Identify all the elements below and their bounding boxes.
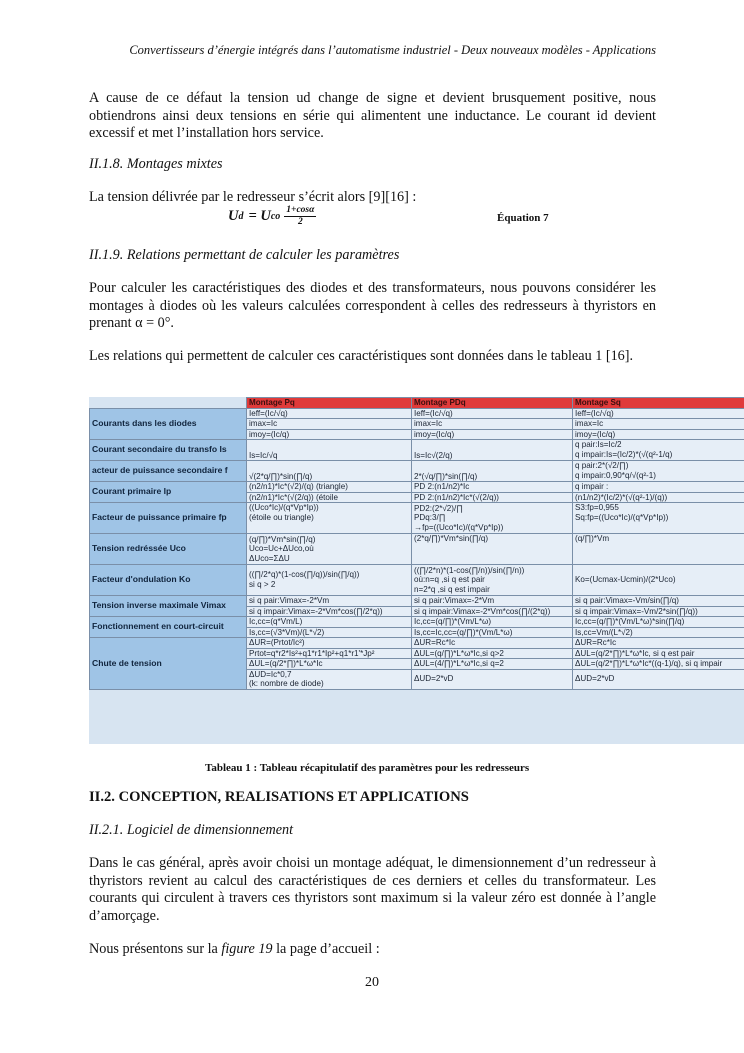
text-run: Nous présentons sur la bbox=[89, 941, 222, 957]
table-cell: 2*(√q/∏)*sin(∏/q) bbox=[412, 461, 573, 482]
table-cell: (2*q/∏)*Vm*sin(∏/q) bbox=[412, 534, 573, 565]
row-label-vimax: Tension inverse maximale Vimax bbox=[90, 596, 247, 617]
figure-reference: figure 19 bbox=[221, 941, 273, 957]
table-cell: Prtot=q*r2*Is²+q1*r1*Ip²+q1*r1'*Jp² bbox=[247, 648, 412, 659]
cell-line: (q/∏)*Vm*sin(∏/q) bbox=[249, 534, 316, 544]
table-cell bbox=[573, 440, 744, 461]
cell-line: q pair:Is=Ic/2 bbox=[575, 440, 622, 450]
table-cell: ΔUL=(q/2*∏)*L*ω*Ic bbox=[247, 659, 412, 670]
table-cell: si q pair:Vimax=-2*Vm bbox=[412, 596, 573, 607]
table-row bbox=[90, 408, 744, 419]
table-cell: ΔUR=(Prtot/Ic²) bbox=[247, 638, 412, 649]
cell-line: si q > 2 bbox=[249, 580, 276, 589]
table-cell: Ieff=(Ic/√q) bbox=[573, 408, 744, 419]
table-cell: (n1/n2)*(Ic/2)*(√(q²-1)/(q)) bbox=[573, 492, 744, 503]
cell-line: q impair:Is=(Ic/2)*(√(q²-1/q) bbox=[575, 450, 673, 459]
table-row bbox=[90, 617, 744, 628]
table-cell: imoy=(Ic/q) bbox=[573, 429, 744, 440]
page-number: 20 bbox=[365, 975, 379, 990]
row-label-fp-primaire: Facteur de puissance primaire fp bbox=[90, 503, 247, 534]
table-cell: Is=Ic/√q bbox=[247, 440, 412, 461]
table-cell: Ieff=(Ic/√q) bbox=[247, 408, 412, 419]
paragraph-relations: Les relations qui permettent de calculer ces caractéristiques sont données dans le tableau 1 [16]. bbox=[89, 348, 634, 364]
table-cell: ΔUL=(q/2*∏)*L*ω*Ic*((q-1)/q), si q impair bbox=[573, 659, 744, 670]
cell-line: n=2*q ,si q est impair bbox=[414, 584, 490, 594]
table-row bbox=[90, 503, 744, 534]
table-cell bbox=[573, 461, 744, 482]
row-label-court-circuit: Fonctionnement en court-circuit bbox=[90, 617, 247, 638]
section-heading-2-2-1: II.2.1. Logiciel de dimensionnement bbox=[89, 822, 294, 838]
table-row bbox=[90, 565, 744, 596]
cell-line: q impair:0,90*q/√(q²-1) bbox=[575, 471, 656, 480]
summary-table-image bbox=[89, 397, 744, 744]
cell-line: où:n=q ,si q est pair bbox=[414, 575, 485, 585]
table-cell: ΔUD=2*vD bbox=[573, 669, 744, 689]
table-cell: imoy=(Ic/q) bbox=[412, 429, 573, 440]
cell-line: ΔUD=Ic*0,7 bbox=[249, 669, 292, 679]
row-label-fp-secondaire: acteur de puissance secondaire f bbox=[90, 461, 247, 482]
table-cell: PD 2:(n1/n2)*Ic bbox=[412, 482, 573, 493]
table-cell: ΔUR=Rc*Ic bbox=[412, 638, 573, 649]
row-label-ko: Facteur d'ondulation Ko bbox=[90, 565, 247, 596]
table-cell: si q impair:Vimax=-2*Vm*cos(∏/(2*q)) bbox=[412, 606, 573, 617]
paragraph-defaut: A cause de ce défaut la tension ud change de signe et devient brusquement positive, nous obtiendrons ainsi deux tensions en série qui alimentent une inductance. Le courant id devient excessif et met l’installation hors service. bbox=[89, 90, 656, 141]
section-heading-1-1-8: II.1.8. Montages mixtes bbox=[89, 156, 223, 172]
paragraph-dimensionnement: Dans le cas général, après avoir choisi un montage adéquat, le dimensionnement d’un redresseur à thyristors revient au calcul des caractéristiques de ces derniers et celles du transformateur. Les courants qui circulent à travers ces thyristors sont maximum si la valeur zéro est donnée à l’angle d’amorçage. bbox=[89, 855, 656, 924]
table-cell: ΔUL=(4/∏)*L*ω*Ic,si q=2 bbox=[412, 659, 573, 670]
table-cell bbox=[573, 503, 744, 534]
table-cell: Is,cc=Ic,cc=(q/∏)*(Vm/L*ω) bbox=[412, 627, 573, 638]
row-label-uco: Tension redréssée Uco bbox=[90, 534, 247, 565]
cell-line: q pair:2*(√2/∏) bbox=[575, 461, 629, 471]
cell-line: ΔUco=ΣΔU bbox=[249, 553, 290, 563]
table-cell: si q pair:Vimax=-2*Vm bbox=[247, 596, 412, 607]
eq-denominator: 2 bbox=[297, 217, 303, 227]
table-cell: ΔUL=(q/∏)*L*ω*Ic,si q>2 bbox=[412, 648, 573, 659]
section-heading-1-1-9: II.1.9. Relations permettant de calculer les paramètres bbox=[89, 247, 400, 263]
cell-line: ((Uco*Ic)/(q*Vp*Ip)) bbox=[249, 503, 319, 512]
table-cell bbox=[412, 503, 573, 534]
table-row bbox=[90, 482, 744, 493]
table-cell: si q impair:Vimax=-Vm/2*sin(∏/q)) bbox=[573, 606, 744, 617]
header-sq: Montage Sq bbox=[573, 398, 744, 409]
table-cell: Ko=(Ucmax-Ucmin)/(2*Uco) bbox=[573, 565, 744, 596]
header-pq: Montage Pq bbox=[247, 398, 412, 409]
eq-fraction bbox=[284, 205, 316, 228]
table-row bbox=[90, 596, 744, 607]
cell-line: →fp=((Uco*Ic)/(q*Vp*Ip)) bbox=[414, 522, 504, 532]
table-header-row bbox=[90, 398, 744, 409]
equation-label: Équation 7 bbox=[497, 212, 549, 224]
table-cell bbox=[247, 669, 412, 689]
table-row bbox=[90, 461, 744, 482]
eq-rhs: = U bbox=[248, 208, 271, 224]
header-empty bbox=[90, 398, 247, 409]
table-cell: ΔUR=Rc*Ic bbox=[573, 638, 744, 649]
table-cell: PD 2:(n1/n2)*Ic*(√(2/q)) bbox=[412, 492, 573, 503]
table-cell: Is=Ic√(2/q) bbox=[412, 440, 573, 461]
row-label-chute: Chute de tension bbox=[90, 638, 247, 690]
table-cell: Ic,cc=(q/∏)*(Vm/L*ω)*sin(∏/q) bbox=[573, 617, 744, 628]
table-cell: imax=Ic bbox=[412, 419, 573, 430]
table-cell: Ic,cc=(q*Vm/L) bbox=[247, 617, 412, 628]
table-cell bbox=[247, 534, 412, 565]
equation-7 bbox=[228, 205, 316, 228]
table-cell: ΔUL=(q/2*∏)*L*ω*Ic, si q est pair bbox=[573, 648, 744, 659]
table-cell: imoy=(Ic/q) bbox=[247, 429, 412, 440]
cell-line: ((∏/2*n)*(1-cos(∏/n))/sin(∏/n)) bbox=[414, 565, 525, 575]
cell-line: ((∏/2*q)*(1-cos(∏/q))/sin(∏/q)) bbox=[249, 570, 360, 580]
table-cell: Ieff=(Ic/√q) bbox=[412, 408, 573, 419]
table-cell: si q impair:Vimax=-2*Vm*cos(∏/2*q)) bbox=[247, 606, 412, 617]
table-cell: (q/∏)*Vm bbox=[573, 534, 744, 565]
table-cell: √(2*q/∏)*sin(∏/q) bbox=[247, 461, 412, 482]
table-caption: Tableau 1 : Tableau récapitulatif des paramètres pour les redresseurs bbox=[205, 762, 530, 774]
paragraph-tension: La tension délivrée par le redresseur s’écrit alors [9][16] : bbox=[89, 189, 417, 205]
table-cell: ΔUD=2*vD bbox=[412, 669, 573, 689]
table-cell: si q pair:Vimax=-Vm/sin(∏/q) bbox=[573, 596, 744, 607]
table-cell: (n2/n1)*Ic*(√(2/q)) (étoile bbox=[247, 492, 412, 503]
row-label-secondaire: Courant secondaire du transfo Is bbox=[90, 440, 247, 461]
row-label-diodes: Courants dans les diodes bbox=[90, 408, 247, 440]
table-cell: q impair : bbox=[573, 482, 744, 493]
table-cell bbox=[247, 565, 412, 596]
table-cell bbox=[412, 565, 573, 596]
table-row bbox=[90, 534, 744, 565]
row-label-primaire: Courant primaire Ip bbox=[90, 482, 247, 503]
cell-line: Uco=Uc+ΔUco,où bbox=[249, 544, 314, 554]
eq-rhs-sub: co bbox=[270, 211, 281, 222]
table-cell: Ic,cc=(q/∏)*(Vm/L*ω) bbox=[412, 617, 573, 628]
eq-lhs-sub: d bbox=[238, 211, 244, 222]
cell-line: (k: nombre de diode) bbox=[249, 679, 324, 689]
table-cell: (n2/n1)*Ic*(√2)/(q) (triangle) bbox=[247, 482, 412, 493]
table-row bbox=[90, 440, 744, 461]
cell-line: PD2:(2*√2)/∏ bbox=[414, 503, 463, 513]
cell-line: PDq:3/∏ bbox=[414, 513, 446, 523]
table-cell: Is,cc=(√3*Vm)/(L*√2) bbox=[247, 627, 412, 638]
table-row bbox=[90, 638, 744, 649]
eq-numerator: 1+cosα bbox=[286, 205, 315, 215]
paragraph-figure-19 bbox=[89, 941, 656, 959]
eq-lhs: U bbox=[228, 208, 239, 224]
table-cell: imax=Ic bbox=[573, 419, 744, 430]
table-cell: imax=Ic bbox=[247, 419, 412, 430]
cell-line: S3:fp=0,955 bbox=[575, 503, 619, 512]
section-heading-2-2: II.2. CONCEPTION, REALISATIONS ET APPLICATIONS bbox=[89, 789, 469, 805]
running-header: Convertisseurs d’énergie intégrés dans l’automatisme industriel - Deux nouveaux modèles - Applications bbox=[129, 43, 656, 57]
cell-line: Sq:fp=((Uco*Ic)/(q*Vp*Ip)) bbox=[575, 512, 669, 522]
paragraph-diodes: Pour calculer les caractéristiques des diodes et des transformateurs, nous pouvons considérer les montages à diodes où les valeurs calculées correspondent à celles des redresseurs à thyristors en prenant α = 0°. bbox=[89, 280, 656, 331]
table-cell bbox=[247, 503, 412, 534]
text-run: la page d’accueil : bbox=[272, 941, 380, 957]
header-pdq: Montage PDq bbox=[412, 398, 573, 409]
cell-line: (étoile ou triangle) bbox=[249, 512, 314, 522]
summary-table bbox=[89, 397, 744, 690]
table-cell: Is,cc=Vm/(L*√2) bbox=[573, 627, 744, 638]
